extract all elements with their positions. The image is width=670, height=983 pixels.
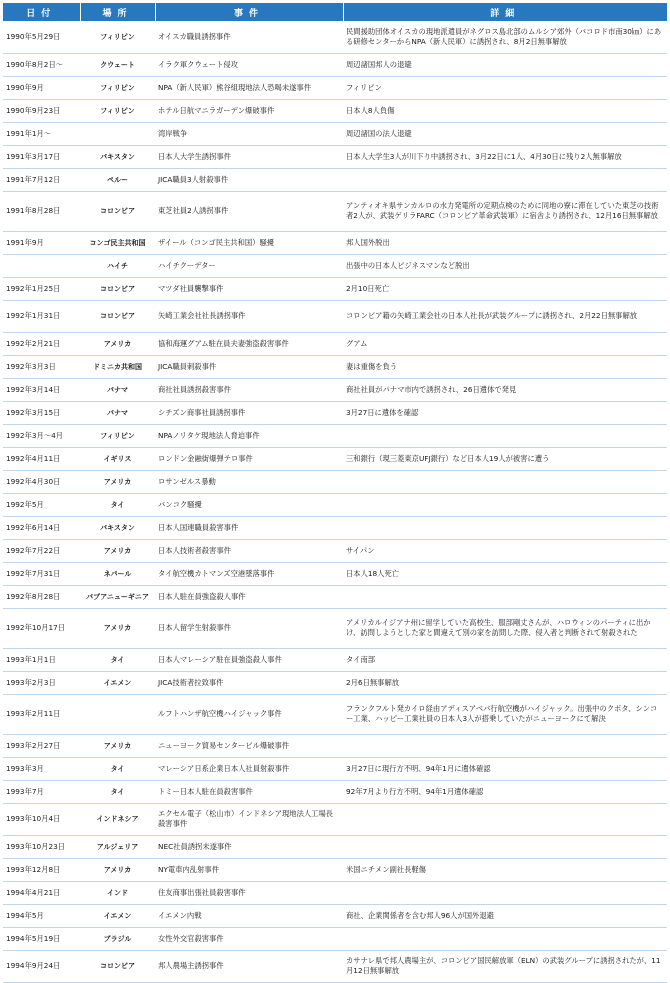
table-row	[3, 300, 667, 332]
cell-event: ニューヨーク貿易センタービル爆破事件	[155, 734, 343, 757]
table-header-row	[3, 3, 667, 21]
cell-date: 1991年7月12日	[3, 168, 80, 191]
cell-detail	[343, 881, 667, 904]
cell-date: 1993年2月11日	[3, 694, 80, 734]
table-row	[3, 99, 667, 122]
cell-date: 1992年1月31日	[3, 300, 80, 332]
column-header-date: 日付	[3, 3, 80, 21]
table-row	[3, 145, 667, 168]
table-row	[3, 648, 667, 671]
cell-date: 1992年7月22日	[3, 539, 80, 562]
table-row	[3, 447, 667, 470]
cell-place: フィリピン	[80, 99, 155, 122]
cell-event: 日本人技術者殺害事件	[155, 539, 343, 562]
cell-place: ブラジル	[80, 927, 155, 950]
cell-date: 1992年1月25日	[3, 277, 80, 300]
cell-place: フィリピン	[80, 424, 155, 447]
cell-date: 1991年1月～	[3, 122, 80, 145]
cell-event: ザイール（コンゴ民主共和国）騒擾	[155, 231, 343, 254]
cell-date: 1992年8月28日	[3, 585, 80, 608]
cell-date: 1994年5月19日	[3, 927, 80, 950]
cell-detail	[343, 927, 667, 950]
cell-detail: 商社社員がパナマ市内で誘拐され、26日遺体で発見	[343, 378, 667, 401]
table-row	[3, 378, 667, 401]
cell-detail: タイ南部	[343, 648, 667, 671]
cell-event: 日本人国連職員殺害事件	[155, 516, 343, 539]
table-row	[3, 355, 667, 378]
table-row	[3, 470, 667, 493]
cell-event: JICA技術者拉致事件	[155, 671, 343, 694]
cell-event: シチズン商事社員誘拐事件	[155, 401, 343, 424]
cell-date: 1993年10月4日	[3, 803, 80, 835]
table-row	[3, 562, 667, 585]
cell-detail: 2月6日無事解放	[343, 671, 667, 694]
cell-detail: 邦人国外脱出	[343, 231, 667, 254]
cell-detail: 商社、企業関係者を含む邦人96人が国外退避	[343, 904, 667, 927]
table-row	[3, 585, 667, 608]
cell-place: ペルー	[80, 168, 155, 191]
table-row	[3, 21, 667, 53]
cell-detail: 三和銀行（現三菱東京UFJ銀行）など日本人19人が被害に遭う	[343, 447, 667, 470]
cell-detail: 2月10日死亡	[343, 277, 667, 300]
cell-place: インドネシア	[80, 803, 155, 835]
cell-place: イエメン	[80, 671, 155, 694]
cell-place: アメリカ	[80, 858, 155, 881]
cell-event: NPA（新人民軍）熊谷組現地法人恐喝未遂事件	[155, 76, 343, 99]
table-row	[3, 881, 667, 904]
cell-event: イエメン内戦	[155, 904, 343, 927]
cell-detail	[343, 516, 667, 539]
cell-place: ネパール	[80, 562, 155, 585]
table-row	[3, 858, 667, 881]
cell-detail	[343, 168, 667, 191]
cell-date: 1990年9月23日	[3, 99, 80, 122]
cell-detail: アンティオキ県サンカルロの水力発電所の定期点検のために同地の寮に滞在していた東芝の技術者2人が、武装ゲリラFARC（コロンビア革命武装軍）に宿舎より誘拐され、12月16日無事解放	[343, 191, 667, 231]
cell-date: 1990年9月	[3, 76, 80, 99]
cell-place: フィリピン	[80, 76, 155, 99]
table-row	[3, 780, 667, 803]
cell-detail: 周辺諸国の法人退避	[343, 122, 667, 145]
cell-place: パキスタン	[80, 516, 155, 539]
cell-detail: 92年7月より行方不明、94年1月遺体確認	[343, 780, 667, 803]
cell-event: NEC社員誘拐未遂事件	[155, 835, 343, 858]
cell-place: イギリス	[80, 447, 155, 470]
column-header-place: 場所	[80, 3, 155, 21]
cell-place: コロンビア	[80, 191, 155, 231]
cell-date: 1994年5月	[3, 904, 80, 927]
cell-detail	[343, 493, 667, 516]
cell-date: 1993年10月23日	[3, 835, 80, 858]
cell-detail: サイパン	[343, 539, 667, 562]
cell-date: 1993年7月	[3, 780, 80, 803]
cell-place: コロンビア	[80, 277, 155, 300]
cell-place: パナマ	[80, 401, 155, 424]
cell-event: 日本人駐在員強盗殺人事件	[155, 585, 343, 608]
cell-detail: 民間援助団体オイスカの現地派遣員がネグロス島北部のムルシア郊外（バコロド市南30㎞）にある研修センターからNPA（新人民軍）に誘拐され、8月2日無事解放	[343, 21, 667, 53]
cell-place: コンゴ民主共和国	[80, 231, 155, 254]
table-row	[3, 694, 667, 734]
table-row	[3, 608, 667, 648]
cell-event: 邦人農場主誘拐事件	[155, 950, 343, 982]
table-row	[3, 734, 667, 757]
table-row	[3, 757, 667, 780]
cell-date: 1992年4月11日	[3, 447, 80, 470]
cell-date: 1992年3月14日	[3, 378, 80, 401]
cell-event: 東芝社員2人誘拐事件	[155, 191, 343, 231]
cell-date: 1990年5月29日	[3, 21, 80, 53]
table-row	[3, 516, 667, 539]
cell-event: 日本人マレーシア駐在員強盗殺人事件	[155, 648, 343, 671]
cell-detail: フランクフルト発カイロ経由アディスアベバ行航空機がハイジャック。出張中のクボタ、シンコー工業、ハッピー工業社員の日本人3人が搭乗していたがニューヨークにて解決	[343, 694, 667, 734]
cell-place: アメリカ	[80, 734, 155, 757]
cell-event: バンコク騒擾	[155, 493, 343, 516]
cell-place	[80, 122, 155, 145]
cell-date: 1992年6月14日	[3, 516, 80, 539]
table-row	[3, 76, 667, 99]
cell-event: JICA職員3人射殺事件	[155, 168, 343, 191]
cell-place: フィリピン	[80, 21, 155, 53]
table-row	[3, 191, 667, 231]
cell-event: 女性外交官殺害事件	[155, 927, 343, 950]
cell-event: 湾岸戦争	[155, 122, 343, 145]
cell-event: ロンドン金融街爆弾テロ事件	[155, 447, 343, 470]
cell-detail	[343, 835, 667, 858]
cell-place: アルジェリア	[80, 835, 155, 858]
table-row	[3, 254, 667, 277]
cell-date	[3, 254, 80, 277]
incident-table	[3, 3, 667, 983]
cell-event: NPAノリタケ現地法人脅迫事件	[155, 424, 343, 447]
cell-detail: カサナレ県で邦人農場主が、コロンビア国民解放軍（ELN）の武装グループに誘拐されたが、11月12日無事解放	[343, 950, 667, 982]
table-row	[3, 493, 667, 516]
table-row	[3, 401, 667, 424]
cell-event: マツダ社員襲撃事件	[155, 277, 343, 300]
cell-detail: 妻は重傷を負う	[343, 355, 667, 378]
cell-event: タイ航空機カトマンズ空港墜落事件	[155, 562, 343, 585]
table-row	[3, 835, 667, 858]
cell-detail: アメリカルイジアナ州に留学していた高校生、服部剛丈さんが、ハロウィンのパーティに出かけ、訪問しようとした家と間違えて別の家を訪問した際、侵入者と判断されて射殺された	[343, 608, 667, 648]
cell-event: JICA職員刺殺事件	[155, 355, 343, 378]
cell-event: ハイチクーデター	[155, 254, 343, 277]
cell-place: インド	[80, 881, 155, 904]
cell-date: 1992年2月21日	[3, 332, 80, 355]
cell-date: 1992年3月3日	[3, 355, 80, 378]
cell-place: パナマ	[80, 378, 155, 401]
cell-place: アメリカ	[80, 608, 155, 648]
table-row	[3, 539, 667, 562]
cell-place: アメリカ	[80, 539, 155, 562]
cell-place: アメリカ	[80, 470, 155, 493]
cell-place	[80, 694, 155, 734]
cell-detail: フィリピン	[343, 76, 667, 99]
cell-place: コロンビア	[80, 300, 155, 332]
cell-date: 1994年4月21日	[3, 881, 80, 904]
cell-place: アメリカ	[80, 332, 155, 355]
cell-place: パプアニューギニア	[80, 585, 155, 608]
cell-date: 1992年5月	[3, 493, 80, 516]
table-row	[3, 122, 667, 145]
cell-detail: 3月27日に現行方不明、94年1月に遺体確認	[343, 757, 667, 780]
table-row	[3, 424, 667, 447]
cell-event: 日本人留学生射殺事件	[155, 608, 343, 648]
cell-event: ルフトハンザ航空機ハイジャック事件	[155, 694, 343, 734]
cell-place: コロンビア	[80, 950, 155, 982]
cell-date: 1992年7月31日	[3, 562, 80, 585]
cell-detail: 出張中の日本人ビジネスマンなど脱出	[343, 254, 667, 277]
table-row	[3, 803, 667, 835]
table-row	[3, 950, 667, 982]
cell-date: 1992年10月17日	[3, 608, 80, 648]
cell-place: イエメン	[80, 904, 155, 927]
cell-event: 住友商事出張社員殺害事件	[155, 881, 343, 904]
cell-date: 1992年3月～4月	[3, 424, 80, 447]
cell-event: NY電車内乱射事件	[155, 858, 343, 881]
cell-date: 1991年8月28日	[3, 191, 80, 231]
cell-place: パキスタン	[80, 145, 155, 168]
cell-detail: グアム	[343, 332, 667, 355]
cell-place: ドミニカ共和国	[80, 355, 155, 378]
cell-detail	[343, 734, 667, 757]
cell-detail	[343, 803, 667, 835]
cell-detail: 米国ニチメン副社長軽傷	[343, 858, 667, 881]
cell-event: 協和海運グアム駐在員夫妻強盗殺害事件	[155, 332, 343, 355]
cell-detail: 日本人18人死亡	[343, 562, 667, 585]
cell-detail: 日本人8人負傷	[343, 99, 667, 122]
cell-detail	[343, 470, 667, 493]
cell-event: 矢崎工業会社社長誘拐事件	[155, 300, 343, 332]
cell-detail	[343, 424, 667, 447]
cell-date: 1991年9月	[3, 231, 80, 254]
table-row	[3, 671, 667, 694]
cell-detail: 3月27日に遺体を確認	[343, 401, 667, 424]
column-header-detail: 詳細	[343, 3, 667, 21]
cell-place: タイ	[80, 780, 155, 803]
table-row	[3, 277, 667, 300]
table-row	[3, 904, 667, 927]
cell-event: イラク軍クウェート侵攻	[155, 53, 343, 76]
cell-date: 1993年12月8日	[3, 858, 80, 881]
cell-event: トミー日本人駐在員殺害事件	[155, 780, 343, 803]
table-row	[3, 927, 667, 950]
cell-date: 1994年9月24日	[3, 950, 80, 982]
cell-place: タイ	[80, 648, 155, 671]
cell-place: クウェート	[80, 53, 155, 76]
cell-date: 1991年3月17日	[3, 145, 80, 168]
cell-event: エクセル電子（松山市）インドネシア現地法人工場長殺害事件	[155, 803, 343, 835]
cell-date: 1990年8月2日～	[3, 53, 80, 76]
cell-place: ハイチ	[80, 254, 155, 277]
cell-date: 1992年3月15日	[3, 401, 80, 424]
cell-date: 1993年2月3日	[3, 671, 80, 694]
cell-date: 1993年2月27日	[3, 734, 80, 757]
table-row	[3, 53, 667, 76]
table-row	[3, 168, 667, 191]
cell-event: 商社社員誘拐殺害事件	[155, 378, 343, 401]
cell-date: 1993年3月	[3, 757, 80, 780]
table-row	[3, 231, 667, 254]
cell-detail: コロンビア籍の矢崎工業会社の日本人社長が武装グループに誘拐され、2月22日無事解放	[343, 300, 667, 332]
cell-event: オイスカ職員誘拐事件	[155, 21, 343, 53]
cell-date: 1993年1月1日	[3, 648, 80, 671]
table-row	[3, 332, 667, 355]
column-header-event: 事件	[155, 3, 343, 21]
cell-date: 1992年4月30日	[3, 470, 80, 493]
cell-detail: 周辺諸国邦人の退避	[343, 53, 667, 76]
cell-place: タイ	[80, 493, 155, 516]
cell-event: ホテル日航マニラガーデン爆破事件	[155, 99, 343, 122]
cell-event: 日本人大学生誘拐事件	[155, 145, 343, 168]
cell-place: タイ	[80, 757, 155, 780]
cell-event: マレーシア日系企業日本人社員射殺事件	[155, 757, 343, 780]
cell-detail: 日本人大学生3人が川下り中誘拐され、3月22日に1人、4月30日に残り2人無事解放	[343, 145, 667, 168]
cell-detail	[343, 585, 667, 608]
cell-event: ロサンゼルス暴動	[155, 470, 343, 493]
